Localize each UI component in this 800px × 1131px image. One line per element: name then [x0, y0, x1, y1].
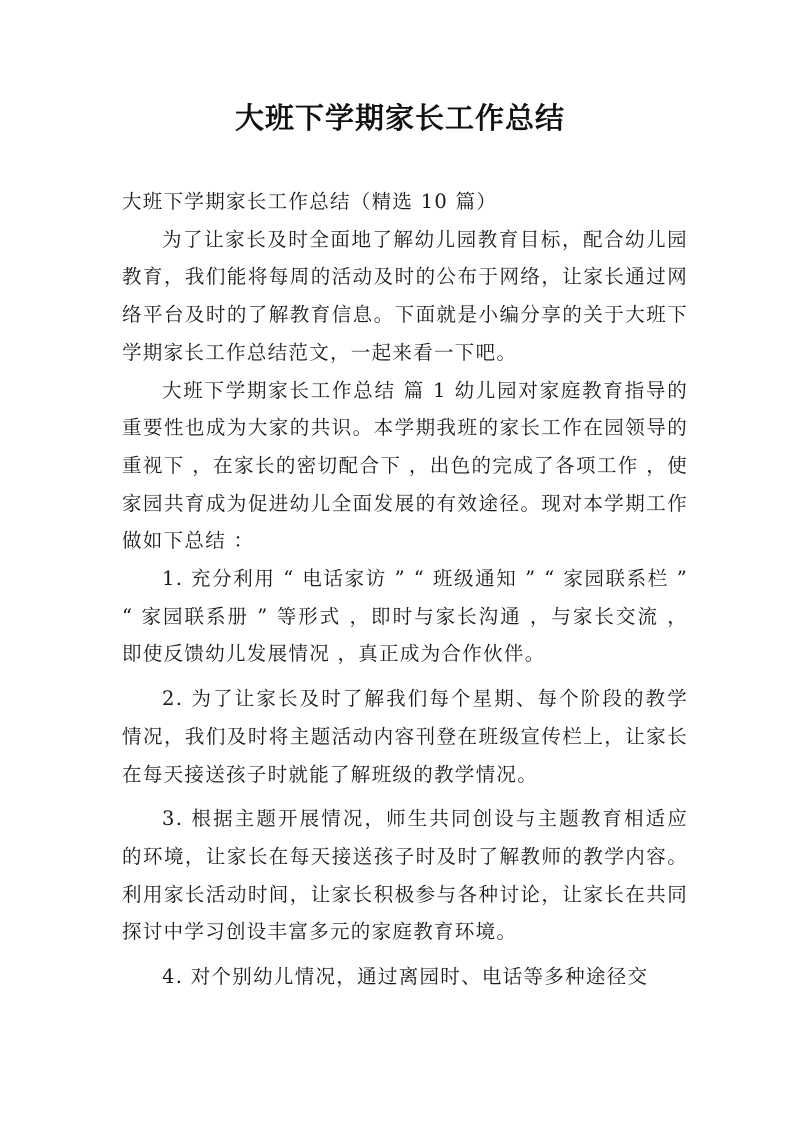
paragraph-item-2: 2. 为了让家长及时了解我们每个星期、每个阶段的教学情况，我们及时将主题活动内容刊登在班级宣传栏上，让家长在每天接送孩子时就能了解班级的教学情况。 — [122, 687, 688, 786]
document-title: 大班下学期家长工作总结 — [234, 101, 565, 135]
paragraph-intro: 为了让家长及时全面地了解幼儿园教育目标，配合幼儿园教育，我们能将每周的活动及时的公布于网络，让家长通过网络平台及时的了解教育信息。下面就是小编分享的关于大班下学期家长工作总结范文，一起来看一下吧。 — [122, 227, 688, 364]
document-body — [122, 183, 688, 996]
paragraph-section-1: 大班下学期家长工作总结 篇 1 幼儿园对家庭教育指导的重要性也成为大家的共识。本学期我班的家长工作在园领导的重视下 ，在家长的密切配合下 ，出色的完成了各项工作 ，使家园共育成为促进幼儿全面发展的有效途径。现对本学期工作做如下总结 ： — [122, 378, 688, 553]
paragraph-item-1: 1. 充分利用 “ 电话家访 ” “ 班级通知 ” “ 家园联系栏 ” “ 家园联系册 ” 等形式 ，即时与家长沟通 ，与家长交流 ，即使反馈幼儿发展情况 ，真正成为合作伙伴。 — [122, 567, 688, 666]
document-subtitle: 大班下学期家长工作总结（精选 10 篇） — [122, 190, 498, 213]
paragraph-item-4: 4. 对个别幼儿情况，通过离园时、电话等多种途径交 — [162, 965, 649, 989]
paragraph-item-3: 3. 根据主题开展情况，师生共同创设与主题教育相适应的环境，让家长在每天接送孩子时及时了解教师的教学内容。利用家长活动时间，让家长积极参与各种讨论，让家长在共同探讨中学习创设丰富多元的家庭教育环境。 — [122, 807, 688, 944]
